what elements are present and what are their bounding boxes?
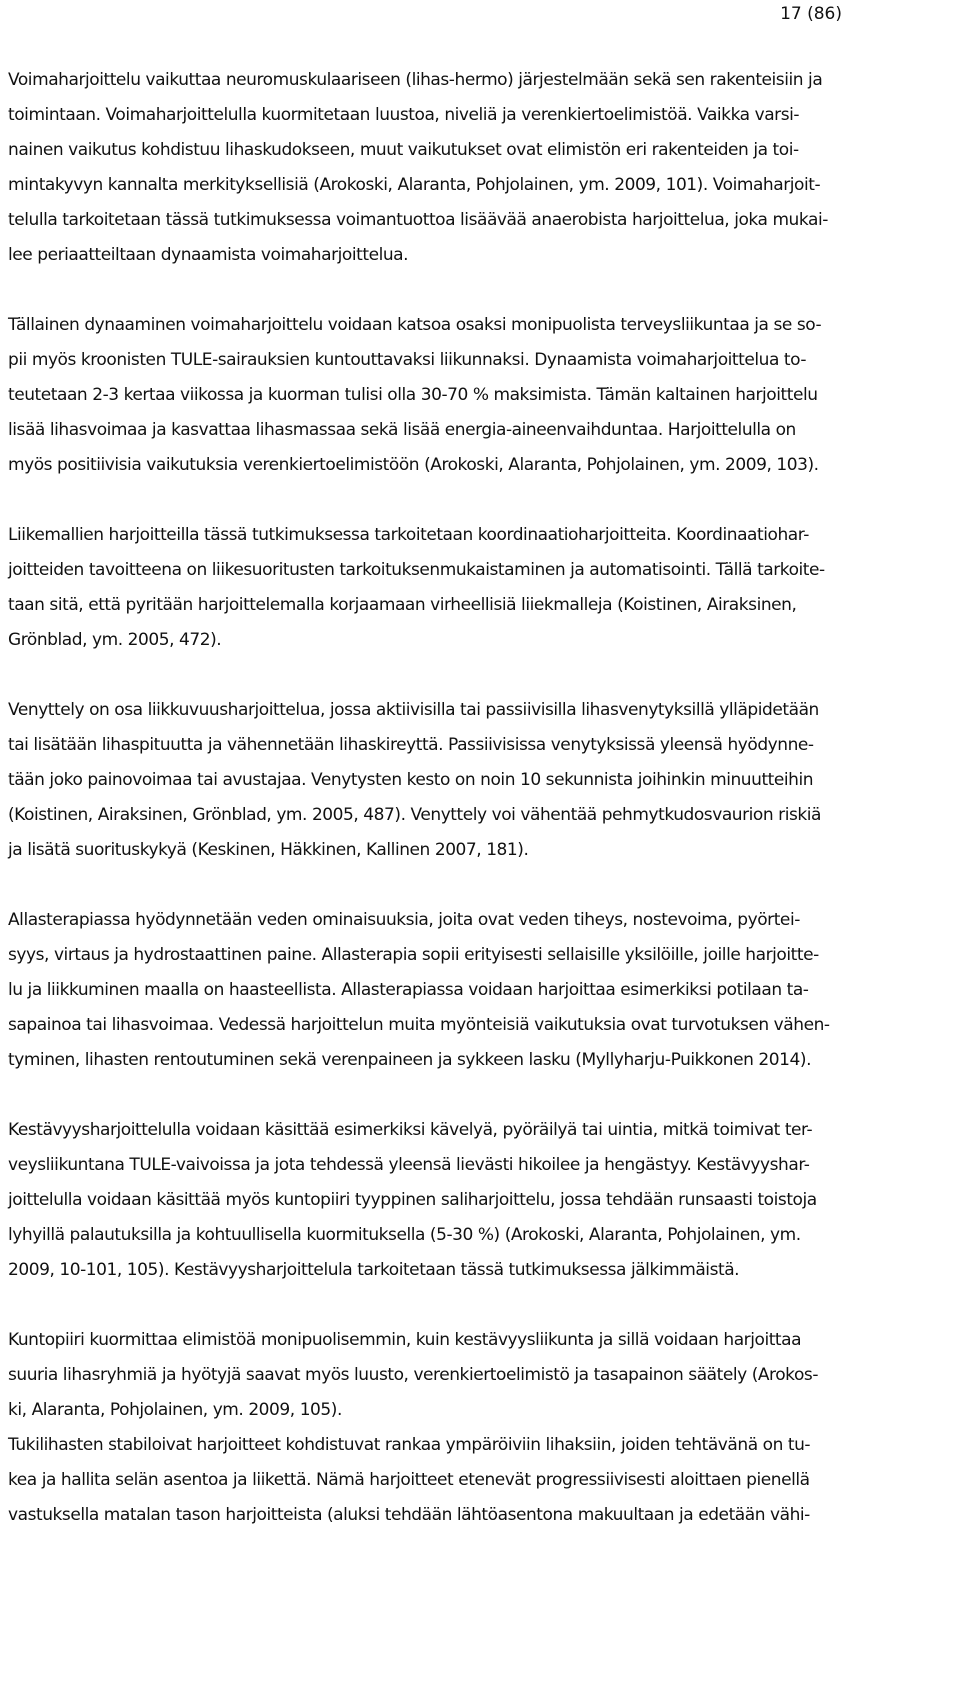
- page-body: [8, 63, 868, 1533]
- text-line: tai lisätään lihaspituutta ja vähennetään lihaskireyttä. Passiivisissa venytyksissä yleensä hyödynne-: [8, 735, 814, 755]
- text-line: Tukilihasten stabiloivat harjoitteet kohdistuvat rankaa ympäröiviin lihaksiin, joiden tehtävänä on tu-: [8, 1435, 811, 1455]
- text-line: Venyttely on osa liikkuvuusharjoittelua, jossa aktiivisilla tai passiivisilla lihasvenytyksillä ylläpidetään: [8, 700, 819, 720]
- text-line: kea ja hallita selän asentoa ja liikettä. Nämä harjoitteet etenevät progressiivisesti aloittaen pienellä: [8, 1470, 810, 1490]
- text-line: sapainoa tai lihasvoimaa. Vedessä harjoittelun muita myönteisiä vaikutuksia ovat turvotuksen vähen-: [8, 1015, 830, 1035]
- text-line: lyhyillä palautuksilla ja kohtuullisella kuormituksella (5-30 %) (Arokoski, Alaranta, Pohjolainen, ym.: [8, 1225, 801, 1245]
- text-line: ja lisätä suorituskykyä (Keskinen, Häkkinen, Kallinen 2007, 181).: [8, 840, 529, 860]
- text-line: lu ja liikkuminen maalla on haasteellista. Allasterapiassa voidaan harjoittaa esimerkiksi potilaan ta-: [8, 980, 809, 1000]
- paragraph-strength-training: [8, 63, 868, 273]
- text-line: Tällainen dynaaminen voimaharjoittelu voidaan katsoa osaksi monipuolista terveysliikuntaa ja se so-: [8, 315, 822, 335]
- text-line: tyminen, lihasten rentoutuminen sekä verenpaineen ja sykkeen lasku (Myllyharju-Puikkonen 2014).: [8, 1050, 812, 1070]
- paragraph-endurance-training: [8, 1113, 868, 1288]
- text-line: suuria lihasryhmiä ja hyötyjä saavat myös luusto, verenkiertoelimistö ja tasapainon säätely (Arokos-: [8, 1365, 819, 1385]
- text-line: veysliikuntana TULE-vaivoissa ja jota tehdessä yleensä lievästi hikoilee ja hengästyy. Kestävyyshar-: [8, 1155, 810, 1175]
- text-line: toimintaan. Voimaharjoittelulla kuormitetaan luustoa, niveliä ja verenkiertoelimistöä. Vaikka varsi-: [8, 105, 800, 125]
- text-line: Allasterapiassa hyödynnetään veden ominaisuuksia, joita ovat veden tiheys, nostevoima, pyörtei-: [8, 910, 800, 930]
- paragraph-movement-patterns: [8, 518, 868, 658]
- text-line: lisää lihasvoimaa ja kasvattaa lihasmassaa sekä lisää energia-aineenvaihduntaa. Harjoittelulla on: [8, 420, 796, 440]
- text-line: pii myös kroonisten TULE-sairauksien kuntouttavaksi liikunnaksi. Dynaamista voimaharjoittelua to-: [8, 350, 807, 370]
- paragraph-spacer: [8, 658, 868, 693]
- paragraph-spacer: [8, 483, 868, 518]
- paragraph-spacer: [8, 273, 868, 308]
- text-line: ki, Alaranta, Pohjolainen, ym. 2009, 105).: [8, 1400, 342, 1420]
- text-line: telulla tarkoitetaan tässä tutkimuksessa voimantuottoa lisäävää anaerobista harjoittelua, joka mukai-: [8, 210, 828, 230]
- text-line: teutetaan 2-3 kertaa viikossa ja kuorman tulisi olla 30-70 % maksimista. Tämän kaltainen harjoittelu: [8, 385, 818, 405]
- paragraph-spacer: [8, 1288, 868, 1323]
- text-line: Voimaharjoittelu vaikuttaa neuromuskulaariseen (lihas-hermo) järjestelmään sekä sen rakenteisiin ja: [8, 70, 823, 90]
- paragraph-spacer: [8, 1078, 868, 1113]
- text-line: Kuntopiiri kuormittaa elimistöä monipuolisemmin, kuin kestävyysliikunta ja sillä voidaan harjoittaa: [8, 1330, 802, 1350]
- paragraph-stabilizing-exercises: [8, 1428, 868, 1533]
- page-number: 17 (86): [780, 4, 842, 24]
- text-line: (Koistinen, Airaksinen, Grönblad, ym. 2005, 487). Venyttely voi vähentää pehmytkudosvaurion riskiä: [8, 805, 822, 825]
- text-line: joittelulla voidaan käsittää myös kuntopiiri tyyppinen saliharjoittelu, jossa tehdään runsaasti toistoja: [8, 1190, 817, 1210]
- text-line: Kestävyysharjoittelulla voidaan käsittää esimerkiksi kävelyä, pyöräilyä tai uintia, mitkä toimivat ter-: [8, 1120, 813, 1140]
- text-line: lee periaatteiltaan dynaamista voimaharjoittelua.: [8, 245, 409, 265]
- text-line: taan sitä, että pyritään harjoittelemalla korjaamaan virheellisiä liiekmalleja (Koistinen, Airaksinen,: [8, 595, 797, 615]
- text-line: mintakyvyn kannalta merkityksellisiä (Arokoski, Alaranta, Pohjolainen, ym. 2009, 101). Voimaharjoit-: [8, 175, 821, 195]
- text-line: nainen vaikutus kohdistuu lihaskudokseen, muut vaikutukset ovat elimistön eri rakenteiden ja toi-: [8, 140, 799, 160]
- text-line: tään joko painovoimaa tai avustajaa. Venytysten kesto on noin 10 sekunnista joihinkin minuutteihin: [8, 770, 814, 790]
- text-line: vastuksella matalan tason harjoitteista (aluksi tehdään lähtöasentona makuultaan ja edetään vähi-: [8, 1505, 810, 1525]
- text-line: myös positiivisia vaikutuksia verenkiertoelimistöön (Arokoski, Alaranta, Pohjolainen, ym. 2009, 103).: [8, 455, 819, 475]
- paragraph-dynamic-training: [8, 308, 868, 483]
- paragraph-pool-therapy: [8, 903, 868, 1078]
- text-line: Liikemallien harjoitteilla tässä tutkimuksessa tarkoitetaan koordinaatioharjoitteita. Koordinaatiohar-: [8, 525, 809, 545]
- text-line: syys, virtaus ja hydrostaattinen paine. Allasterapia sopii erityisesti sellaisille yksilöille, joille harjoitte-: [8, 945, 819, 965]
- text-line: 2009, 10-101, 105). Kestävyysharjoittelula tarkoitetaan tässä tutkimuksessa jälkimmäistä.: [8, 1260, 740, 1280]
- paragraph-stretching: [8, 693, 868, 868]
- text-line: joitteiden tavoitteena on liikesuoritusten tarkoituksenmukaistaminen ja automatisointi. Tällä tarkoite-: [8, 560, 825, 580]
- paragraph-spacer: [8, 868, 868, 903]
- paragraph-circuit-training: [8, 1323, 868, 1428]
- text-line: Grönblad, ym. 2005, 472).: [8, 630, 222, 650]
